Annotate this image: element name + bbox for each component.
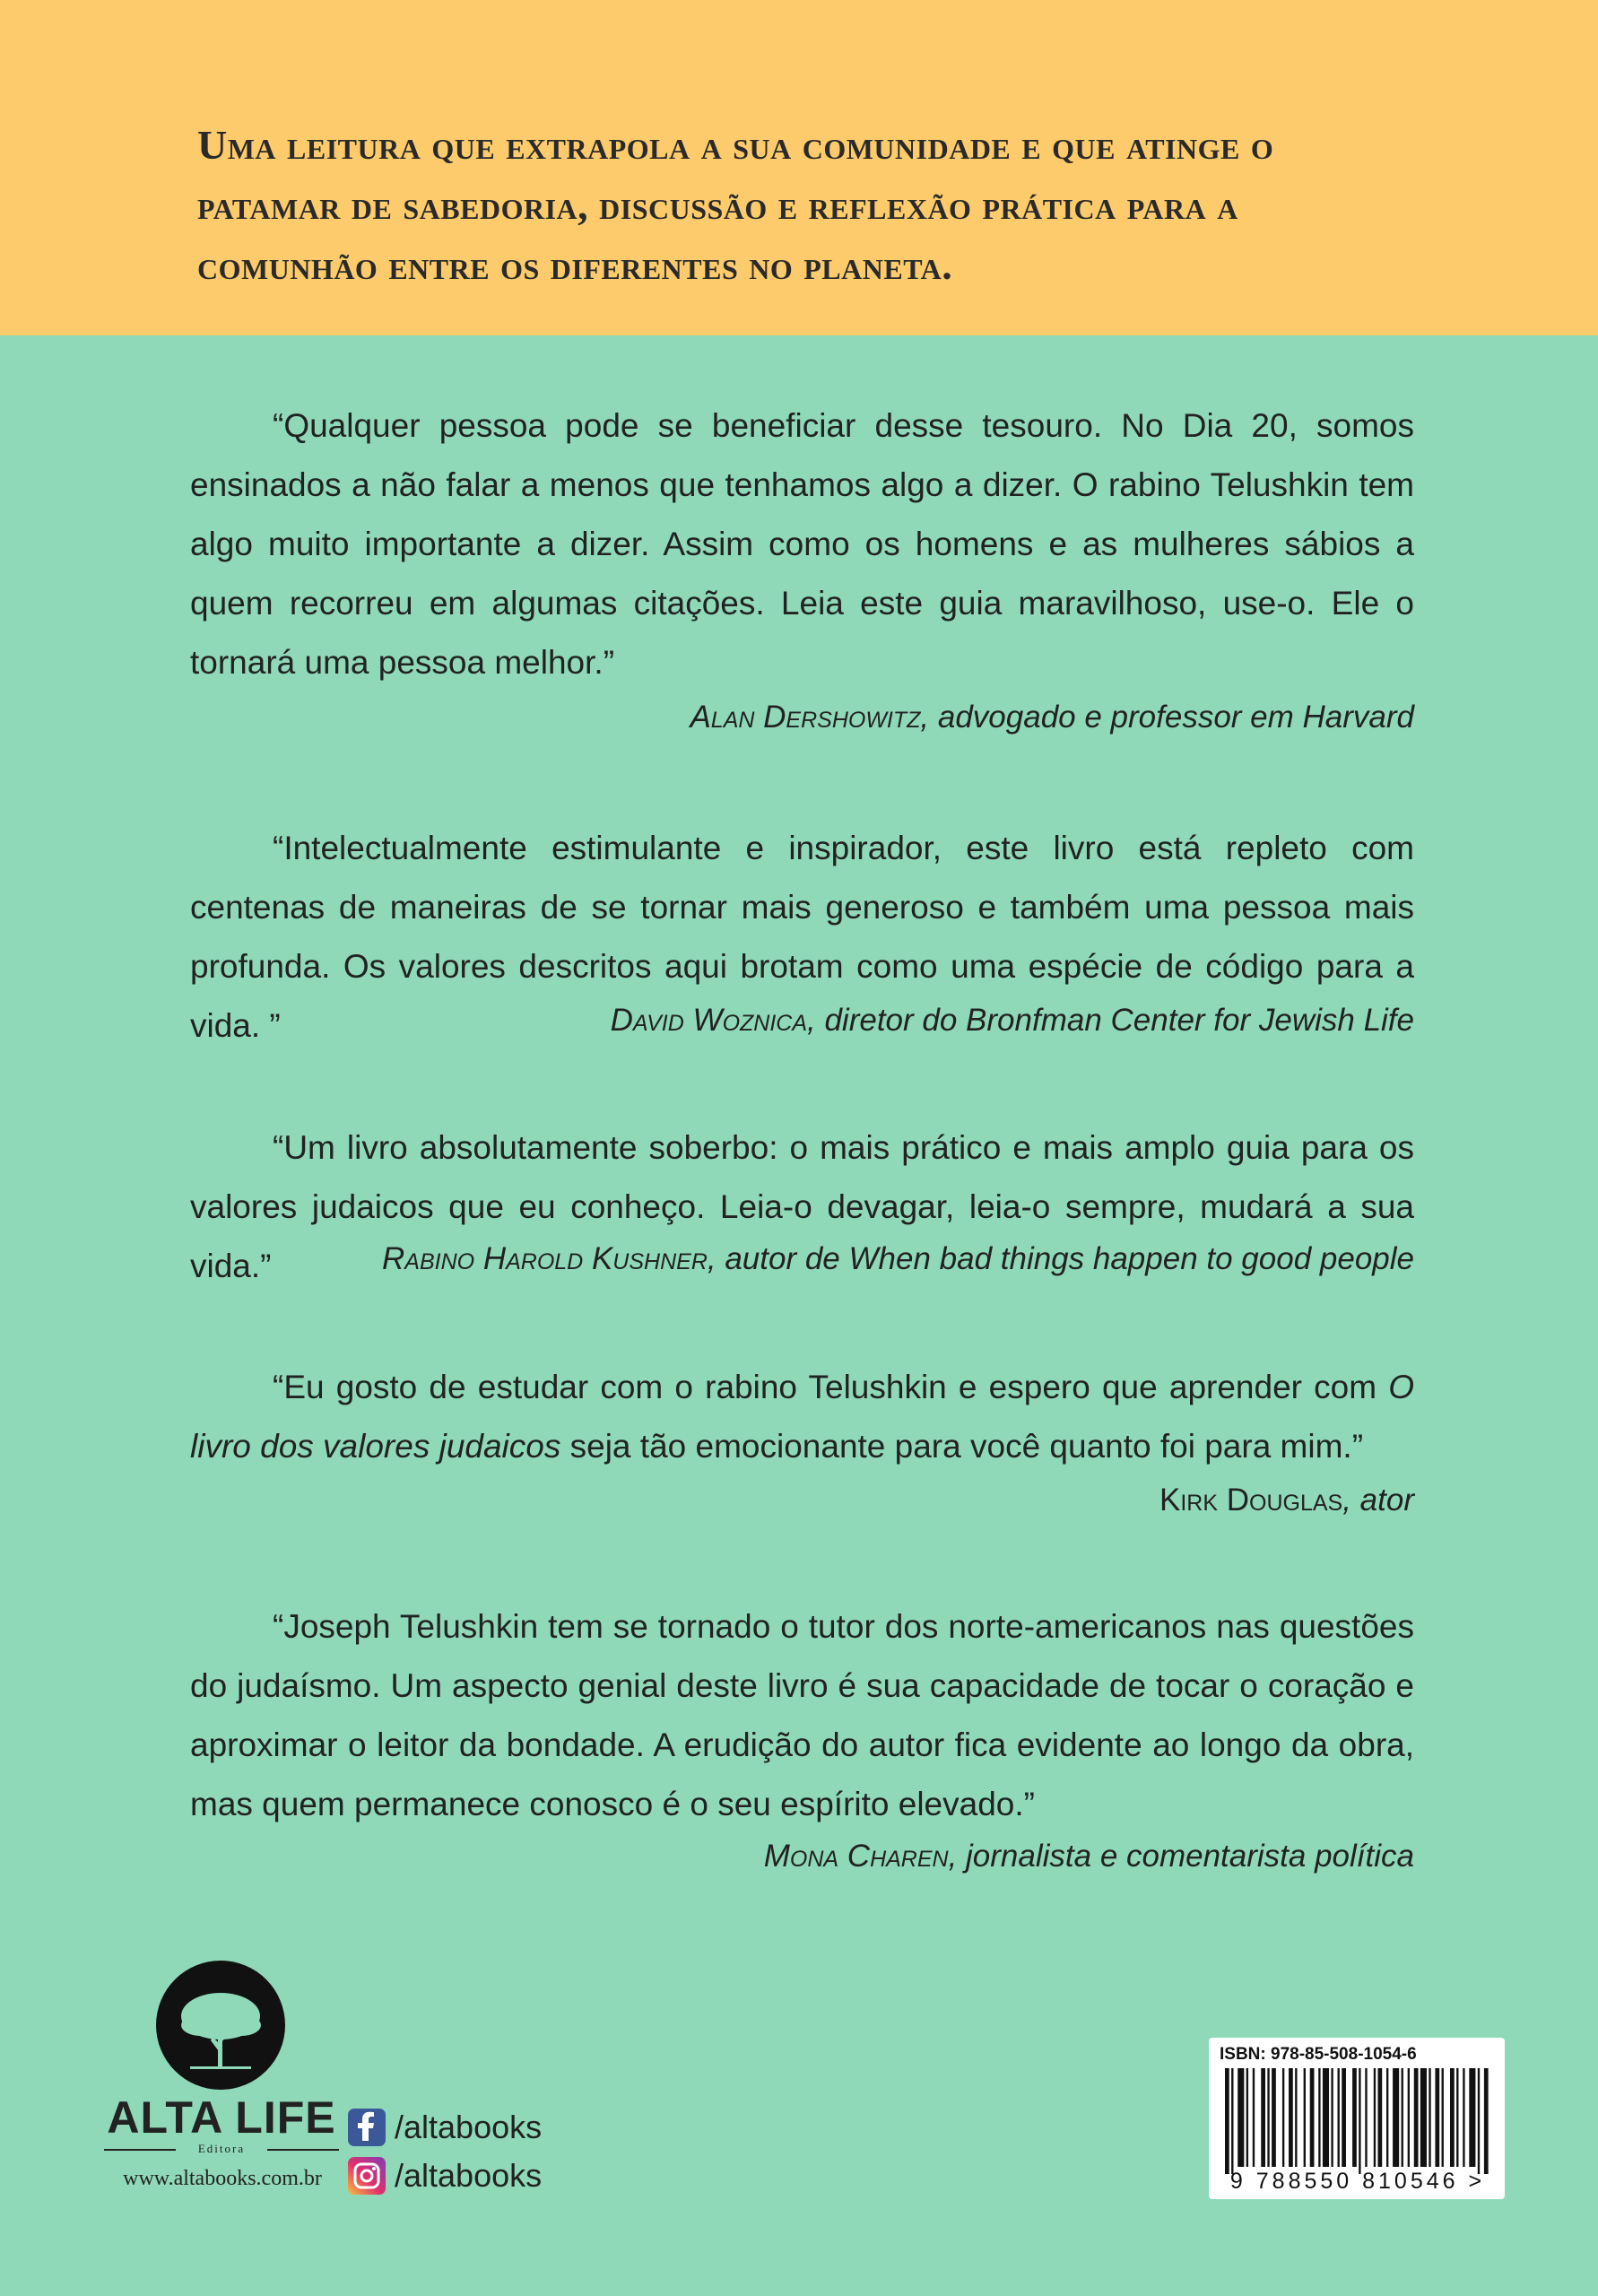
- testimonial-role: , advogado e professor em Harvard: [920, 700, 1414, 735]
- facebook-handle: /altabooks: [395, 2109, 543, 2145]
- facebook-link[interactable]: [348, 2108, 542, 2147]
- testimonial-attribution: [1159, 1483, 1414, 1518]
- testimonial-author: Alan Dershowitz: [690, 700, 921, 735]
- testimonial-quote: [190, 1358, 1414, 1476]
- publisher-subtitle: Editora: [197, 2142, 246, 2155]
- testimonial-author: David Woznica: [610, 1003, 808, 1038]
- tagline: Uma leitura que extrapola a sua comunidade e que atinge o patamar de sabedoria, discussão e reflexão prática para a comunhão entre os diferentes no planeta.: [197, 122, 1274, 288]
- testimonial-role: , autor de When bad things happen to good people: [707, 1241, 1414, 1276]
- tree-icon: [156, 1961, 285, 2090]
- publisher-name: ALTA LIFE: [107, 2092, 336, 2143]
- testimonial-role: , jornalista e comentarista política: [948, 1839, 1414, 1874]
- instagram-link[interactable]: [348, 2156, 542, 2196]
- isbn-barcode: [1209, 2038, 1505, 2199]
- isbn-digits: 9 788550 810546 >: [1229, 2169, 1486, 2194]
- publisher-logo: [156, 1961, 285, 2090]
- testimonial-author: Mona Charen: [763, 1839, 949, 1874]
- testimonial-attribution: [611, 1003, 1414, 1039]
- testimonial-author: Kirk Douglas: [1159, 1483, 1343, 1518]
- top-band: [0, 0, 1598, 335]
- quote-text-after: seja tão emocionante para você quanto foi para mim.”: [560, 1428, 1364, 1465]
- testimonial-attribution: [764, 1839, 1414, 1874]
- testimonial-quote: “Um livro absolutamente soberbo: o mais prático e mais amplo guia para os valores judaicos que eu conheço. Leia-o devagar, leia-o sempre, mudará a sua vida.”: [190, 1129, 1414, 1284]
- testimonial-attribution: [382, 1241, 1414, 1277]
- testimonial-role: , diretor do Bronfman Center for Jewish Life: [807, 1003, 1414, 1038]
- publisher-website[interactable]: www.altabooks.com.br: [123, 2167, 322, 2190]
- testimonial-author: Rabino Harold Kushner: [382, 1241, 708, 1276]
- testimonial-attribution: [690, 700, 1414, 735]
- testimonial-quote: “Qualquer pessoa pode se beneficiar desse tesouro. No Dia 20, somos ensinados a não falar a menos que tenhamos algo a dizer. O rabino Telushkin tem algo muito importante a dizer. Assim como os homens e as mulheres sábios a quem recorreu em algumas citações. Leia este guia maravilhoso, use-o. Ele o tornará uma pessoa melhor.”: [190, 407, 1414, 681]
- barcode-icon: [1225, 2068, 1490, 2174]
- quote-text-before: “Eu gosto de estudar com o rabino Telushkin e espero que aprender com: [273, 1369, 1389, 1405]
- testimonial-quote: “Joseph Telushkin tem se tornado o tutor dos norte-americanos nas questões do judaísmo. Um aspecto genial deste livro é sua capacidade de tocar o coração e aproximar o leitor da bondade. A erudição do autor fica evidente ao longo da obra, mas quem permanece conosco é o seu espírito elevado.”: [190, 1608, 1414, 1822]
- book-title: O livro dos valores judaicos: [190, 1369, 1414, 1465]
- instagram-handle: /altabooks: [395, 2157, 543, 2194]
- isbn-label: ISBN: 978-85-508-1054-6: [1220, 2045, 1417, 2064]
- instagram-icon: [348, 2157, 386, 2195]
- facebook-icon: [348, 2109, 386, 2146]
- testimonial-role: , ator: [1342, 1483, 1414, 1518]
- testimonial-quote: “Intelectualmente estimulante e inspirador, este livro está repleto com centenas de maneiras de se tornar mais generoso e também uma pessoa mais profunda. Os valores descritos aqui brotam como uma espécie de código para a vida. ”: [190, 830, 1414, 1044]
